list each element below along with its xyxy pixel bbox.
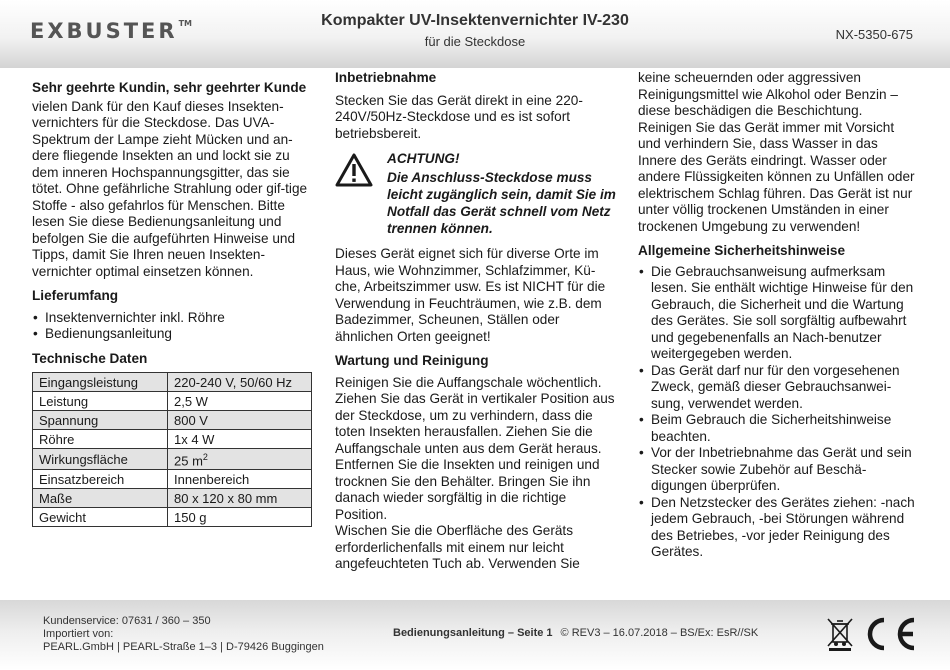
spec-label: Eingangsleistung xyxy=(33,373,168,392)
table-row xyxy=(33,392,312,411)
spec-value xyxy=(168,449,312,470)
brand-logo xyxy=(30,19,192,43)
spec-value: 80 x 120 x 80 mm xyxy=(168,489,312,508)
table-row xyxy=(33,411,312,430)
safety-item: • Die Gebrauchsanweisung aufmerksam lesen. Sie enthält wichtige Hinweise für den Gebrauch, die Sicherheit und die Wartung des Gerätes. Sie soll sorgfältig aufbewahrt und gegebenenfalls an Nach-benutzer weitergegeben werden. xyxy=(638,264,920,363)
manual-page-label: Bedienungsanleitung – Seite 1 xyxy=(393,627,553,639)
spec-label: Maße xyxy=(33,489,168,508)
maintenance-text-1: Reinigen Sie die Auffangschale wöchentlich. xyxy=(335,374,602,390)
maintenance-text-3: Wischen Sie die Oberfläche des Geräts erforderlichenfalls mit einem nur leicht angefeuchteten Tuch ab. Verwenden Sie xyxy=(335,523,580,571)
document-subtitle: für die Steckdose xyxy=(424,34,526,49)
column-3 xyxy=(638,70,920,561)
spec-label: Röhre xyxy=(33,430,168,449)
warning-block xyxy=(335,150,620,237)
greeting-heading: Sehr geehrte Kundin, sehr geehrter Kunde xyxy=(32,80,307,95)
imported-by-label: Importiert von: xyxy=(43,628,114,640)
column-1 xyxy=(32,80,314,527)
warning-title: ACHTUNG! xyxy=(387,151,460,166)
title-block xyxy=(250,12,700,49)
warning-icon xyxy=(335,150,387,237)
spec-value: 150 g xyxy=(168,508,312,527)
page-footer xyxy=(0,600,950,670)
spec-value: 220-240 V, 50/60 Hz xyxy=(168,373,312,392)
column-2 xyxy=(335,70,620,573)
spec-value: 800 V xyxy=(168,411,312,430)
revision-info: © REV3 – 16.07.2018 – BS/Ex: EsR//SK xyxy=(560,627,759,639)
scope-item: • Insektenvernichter inkl. Röhre xyxy=(32,310,314,327)
table-row xyxy=(33,430,312,449)
spec-label: Gewicht xyxy=(33,508,168,527)
scope-heading: Lieferumfang xyxy=(32,288,119,303)
spec-label: Wirkungsfläche xyxy=(33,449,168,470)
table-row xyxy=(33,373,312,392)
document-title: Kompakter UV-Insektenvernichter IV-230 xyxy=(321,12,629,29)
safety-list xyxy=(638,264,920,561)
table-row xyxy=(33,449,312,470)
usage-text: Dieses Gerät eignet sich für diverse Orte im Haus, wie Wohnzimmer, Schlafzimmer, Kü-che, Arbeitszimmer usw. Es ist NICHT für die Verwendung in Feuchträumen, wie z.B. dem Badezimmer, Scheunen, Ställen oder ähnlichen Orten geeignet! xyxy=(335,246,606,344)
ce-mark-icon xyxy=(858,614,920,657)
spec-value: 1x 4 W xyxy=(168,430,312,449)
spec-label: Einsatzbereich xyxy=(33,470,168,489)
warning-text: Die Anschluss-Steckdose muss leicht zugänglich sein, damit Sie im Notfall das Gerät schnell vom Netz trennen können. xyxy=(387,170,616,236)
scope-list xyxy=(32,310,314,343)
article-number: NX-5350-675 xyxy=(835,27,913,42)
warning-content xyxy=(387,150,620,237)
table-row xyxy=(33,470,312,489)
spec-value-text: 25 m xyxy=(174,453,203,469)
tech-heading: Technische Daten xyxy=(32,350,148,366)
safety-item: • Das Gerät darf nur für den vorgesehenen Zweck, gemäß dieser Gebrauchsanwei-sung, verwendet werden. xyxy=(638,363,920,413)
spec-value-superscript: 2 xyxy=(202,452,208,462)
safety-item: • Den Netzstecker des Gerätes ziehen: -nach jedem Gebrauch, -bei Störungen während des Betriebes, -vor jeder Reinigung des Gerätes. xyxy=(638,495,920,561)
safety-item: • Beim Gebrauch die Sicherheitshinweise beachten. xyxy=(638,412,920,445)
start-heading: Inbetriebnahme xyxy=(335,70,437,85)
intro-text: vielen Dank für den Kauf dieses Insekten-vernichters für die Steckdose. Das UVA-Spektrum der Lampe zieht Mücken und an-dere fliegende Insekten an und lockt sie zu dem inneren Hochspannungsgitter, das sie tötet. Ohne gefährliche Strahlung oder gif-tige Stoffe - also gefahrlos für Menschen. Bitte lesen Sie diese Bedienungsanleitung und befolgen Sie die aufgeführten Hinweise und Tipps, damit Sie Ihren neuen Insekten-vernichter optimal einsetzen können. xyxy=(32,98,308,279)
scope-item: • Bedienungsanleitung xyxy=(32,326,314,343)
safety-item: • Vor der Inbetriebnahme das Gerät und sein Stecker sowie Zubehör auf Beschä-digungen überprüfen. xyxy=(638,445,920,495)
crossed-bin-icon xyxy=(826,616,854,655)
table-row xyxy=(33,489,312,508)
safety-heading: Allgemeine Sicherheitshinweise xyxy=(638,243,845,258)
spec-label: Leistung xyxy=(33,392,168,411)
brand-logo-text: EXBUSTER xyxy=(30,19,178,43)
spec-label: Spannung xyxy=(33,411,168,430)
cleaning-continued-text: keine scheuernden oder aggressiven Reinigungsmittel wie Alkohol oder Benzin – diese beschädigen die Beschichtung. xyxy=(638,70,898,118)
cleaning-caution-text: Reinigen Sie das Gerät immer mit Vorsicht und verhindern Sie, dass Wasser in das Innere des Geräts eindringt. Wasser oder andere Flüssigkeiten können zu Unfällen oder elektrischem Schlag führen. Das Gerät ist nur unter völlig trockenen Umständen in einer trockenen Umgebung zu verwenden! xyxy=(638,119,915,234)
specs-table xyxy=(32,372,312,527)
imprint xyxy=(43,615,324,654)
trademark-mark: TM xyxy=(178,19,192,28)
maintenance-text-2: Ziehen Sie das Gerät in vertikaler Position aus der Steckdose, um zu verhindern, dass die toten Insekten herausfallen. Ziehen Sie die Auffangschale unten aus dem Gerät heraus. Entfernen Sie die Insekten und reinigen und trocknen Sie den Behälter. Bringen Sie ihn danach wieder sorgfältig in die richtige Position. xyxy=(335,391,615,522)
page-header xyxy=(0,0,950,68)
maintenance-heading: Wartung und Reinigung xyxy=(335,353,489,368)
start-text: Stecken Sie das Gerät direkt in eine 220-240V/50Hz-Steckdose und es ist sofort betriebsbereit. xyxy=(335,92,583,141)
table-row xyxy=(33,508,312,527)
page-info xyxy=(393,627,758,639)
customer-service: Kundenservice: 07631 / 360 – 350 xyxy=(43,615,211,627)
importer-address: PEARL.GmbH | PEARL-Straße 1–3 | D-79426 Buggingen xyxy=(43,641,324,653)
spec-value: Innenbereich xyxy=(168,470,312,489)
spec-value: 2,5 W xyxy=(168,392,312,411)
